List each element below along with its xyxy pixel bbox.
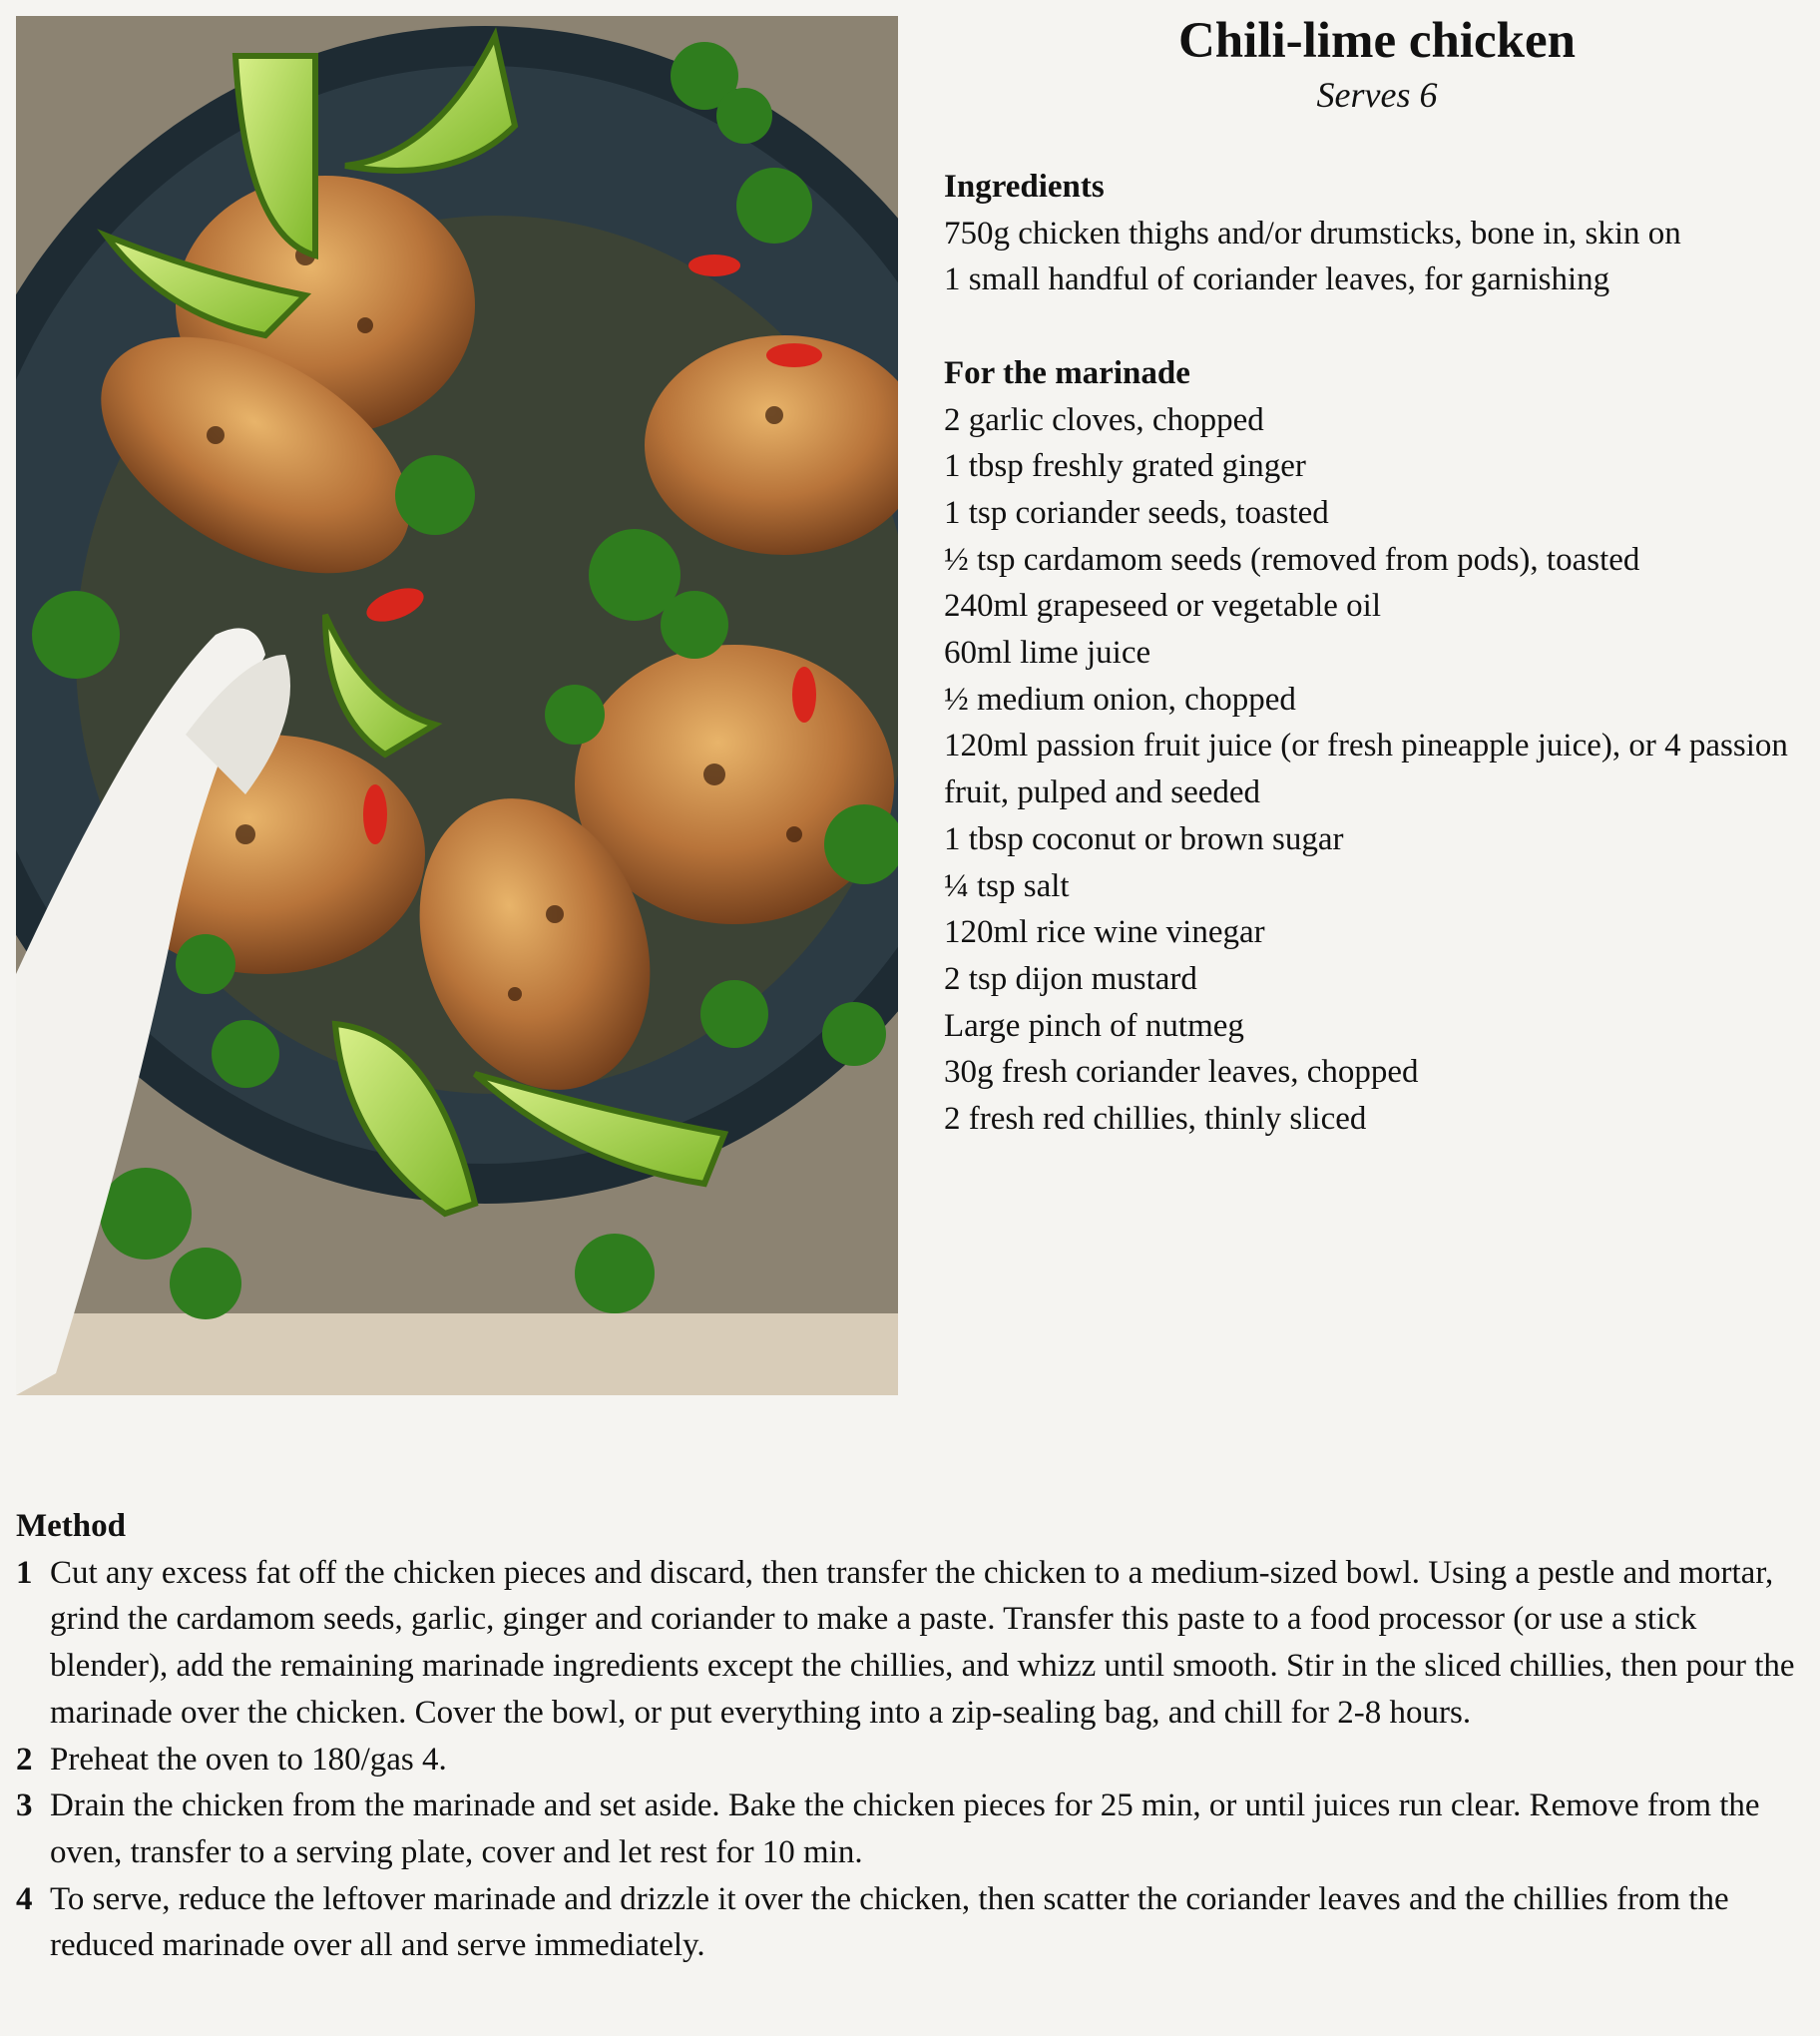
- marinade-item: 1 tsp coriander seeds, toasted: [944, 494, 1329, 531]
- method-step: [16, 1737, 1812, 1783]
- marinade-item: 240ml grapeseed or vegetable oil: [944, 588, 1382, 625]
- section-gap: [944, 303, 1812, 350]
- step-text: Preheat the oven to 180/gas 4.: [50, 1741, 447, 1778]
- method-step: [16, 1876, 1812, 1969]
- step-number: 3: [16, 1787, 33, 1824]
- step-number: 1: [16, 1554, 33, 1591]
- marinade-item: 2 tsp dijon mustard: [944, 960, 1197, 997]
- marinade-item: 120ml rice wine vinegar: [944, 914, 1265, 951]
- marinade-heading: For the marinade: [944, 354, 1190, 391]
- marinade-item: 30g fresh coriander leaves, chopped: [944, 1054, 1419, 1091]
- marinade-item: Large pinch of nutmeg: [944, 1007, 1244, 1044]
- marinade-item: 1 tbsp coconut or brown sugar: [944, 820, 1344, 857]
- marinade-item: 60ml lime juice: [944, 635, 1151, 672]
- marinade-item: 120ml passion fruit juice (or fresh pineapple juice), or 4 passion fruit, pulped and seeded: [944, 728, 1788, 811]
- step-text: To serve, reduce the leftover marinade and drizzle it over the chicken, then scatter the coriander leaves and the chillies from the reduced marinade over all and serve immediately.: [50, 1880, 1729, 1964]
- step-text: Cut any excess fat off the chicken pieces and discard, then transfer the chicken to a medium-sized bowl. Using a pestle and mortar, grind the cardamom seeds, garlic, ginger and coriander to make a paste. Transfer this paste to a food processor (or use a stick blender), add the remaining marinade ingredients except the chillies, and whizz until smooth. Stir in the sliced chillies, then pour the marinade over the chicken. Cover the bowl, or put everything into a zip-sealing bag, and chill for 2-8 hours.: [50, 1554, 1795, 1731]
- method-step: [16, 1782, 1812, 1875]
- step-text: Drain the chicken from the marinade and set aside. Bake the chicken pieces for 25 min, or until juices run clear. Remove from the oven, transfer to a serving plate, cover and let rest for 10 min.: [50, 1787, 1760, 1870]
- method-heading: Method: [16, 1508, 126, 1544]
- marinade-item: ¼ tsp salt: [944, 867, 1070, 904]
- serves-label: Serves 6: [1316, 75, 1438, 115]
- marinade-item: ½ tsp cardamom seeds (removed from pods), toasted: [944, 541, 1640, 578]
- step-number: 4: [16, 1880, 33, 1917]
- method-section: [16, 1503, 1812, 1969]
- chicken-plate-illustration: [16, 16, 898, 1395]
- ingredients-heading: Ingredients: [944, 169, 1105, 205]
- ingredient-item: 1 small handful of coriander leaves, for garnishing: [944, 261, 1610, 298]
- recipe-photo: [16, 16, 898, 1395]
- ingredients-section: [944, 164, 1812, 1143]
- recipe-title: Chili-lime chicken: [1177, 13, 1577, 69]
- marinade-item: 2 garlic cloves, chopped: [944, 401, 1264, 438]
- ingredient-item: 750g chicken thighs and/or drumsticks, bone in, skin on: [944, 215, 1681, 252]
- marinade-item: 1 tbsp freshly grated ginger: [944, 448, 1306, 485]
- marinade-item: ½ medium onion, chopped: [944, 681, 1296, 718]
- method-step: [16, 1550, 1812, 1737]
- recipe-header: [938, 12, 1816, 116]
- marinade-item: 2 fresh red chillies, thinly sliced: [944, 1101, 1367, 1138]
- step-number: 2: [16, 1741, 33, 1778]
